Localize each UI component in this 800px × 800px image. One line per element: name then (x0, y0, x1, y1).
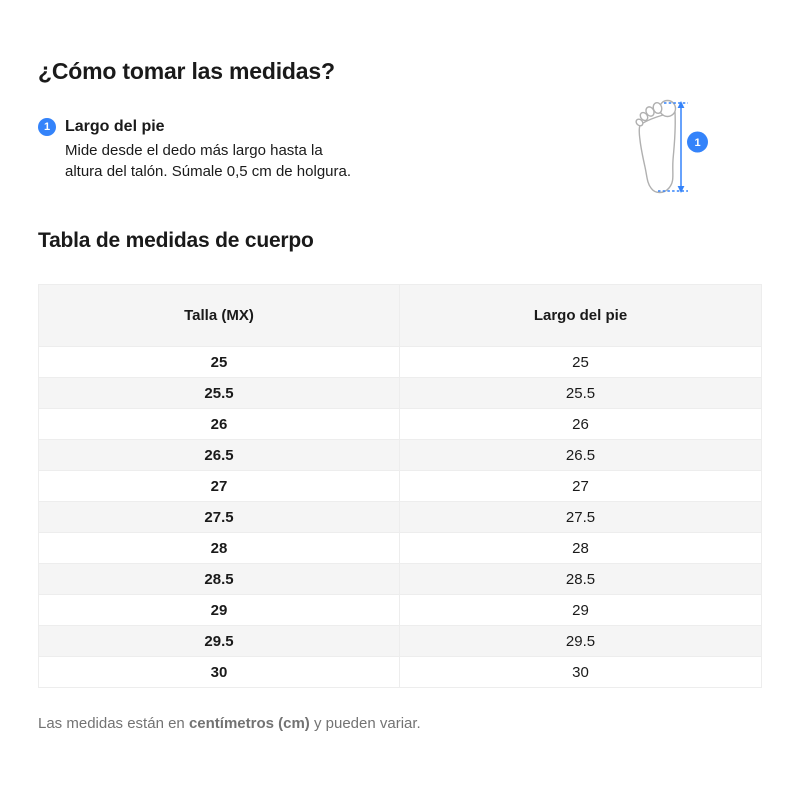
talla-cell: 28.5 (39, 564, 400, 595)
measure-section (38, 117, 762, 182)
talla-cell: 27.5 (39, 502, 400, 533)
largo-cell: 29 (400, 595, 762, 626)
largo-cell: 27.5 (400, 502, 762, 533)
largo-cell: 28.5 (400, 564, 762, 595)
step-text (65, 117, 351, 182)
col-header-largo: Largo del pie (400, 285, 762, 347)
header-row (39, 285, 762, 347)
table-title: Tabla de medidas de cuerpo (38, 229, 314, 252)
step-1-badge: 1 (38, 118, 56, 136)
size-table-body (39, 347, 762, 688)
largo-cell: 28 (400, 533, 762, 564)
largo-cell: 26.5 (400, 440, 762, 471)
table-row (39, 564, 762, 595)
measure-label: Largo del pie (65, 118, 165, 135)
talla-cell: 30 (39, 657, 400, 688)
table-row (39, 440, 762, 471)
largo-cell: 27 (400, 471, 762, 502)
talla-cell: 29 (39, 595, 400, 626)
largo-cell: 30 (400, 657, 762, 688)
size-table (38, 284, 762, 688)
foot-outline-icon (630, 92, 725, 205)
talla-cell: 26 (39, 409, 400, 440)
talla-cell: 29.5 (39, 626, 400, 657)
units-note-bold: centímetros (cm) (188, 715, 310, 732)
table-row (39, 626, 762, 657)
talla-cell: 28 (39, 533, 400, 564)
table-row (39, 657, 762, 688)
table-row (39, 378, 762, 409)
table-row (39, 409, 762, 440)
col-header-talla: Talla (MX) (39, 285, 400, 347)
size-table-header (39, 285, 762, 347)
largo-cell: 26 (400, 409, 762, 440)
foot-measure-figure (630, 92, 725, 205)
table-row (39, 533, 762, 564)
measure-step (38, 117, 478, 182)
talla-cell: 27 (39, 471, 400, 502)
measure-description (65, 140, 351, 182)
table-row (39, 595, 762, 626)
largo-cell: 25 (400, 347, 762, 378)
talla-cell: 25.5 (39, 378, 400, 409)
table-row (39, 347, 762, 378)
table-row (39, 502, 762, 533)
talla-cell: 26.5 (39, 440, 400, 471)
largo-cell: 25.5 (400, 378, 762, 409)
units-note-suffix: y pueden variar. (309, 715, 421, 732)
table-row (39, 471, 762, 502)
measure-description-line2: altura del talón. Súmale 0,5 cm de holgura. (65, 163, 352, 180)
talla-cell: 25 (39, 347, 400, 378)
units-note (38, 715, 762, 733)
largo-cell: 29.5 (400, 626, 762, 657)
figure-step-badge-number: 1 (694, 137, 701, 149)
page-title: ¿Cómo tomar las medidas? (38, 58, 335, 84)
units-note-prefix: Las medidas están en (38, 715, 189, 732)
measure-description-line1: Mide desde el dedo más largo hasta la (65, 142, 323, 159)
